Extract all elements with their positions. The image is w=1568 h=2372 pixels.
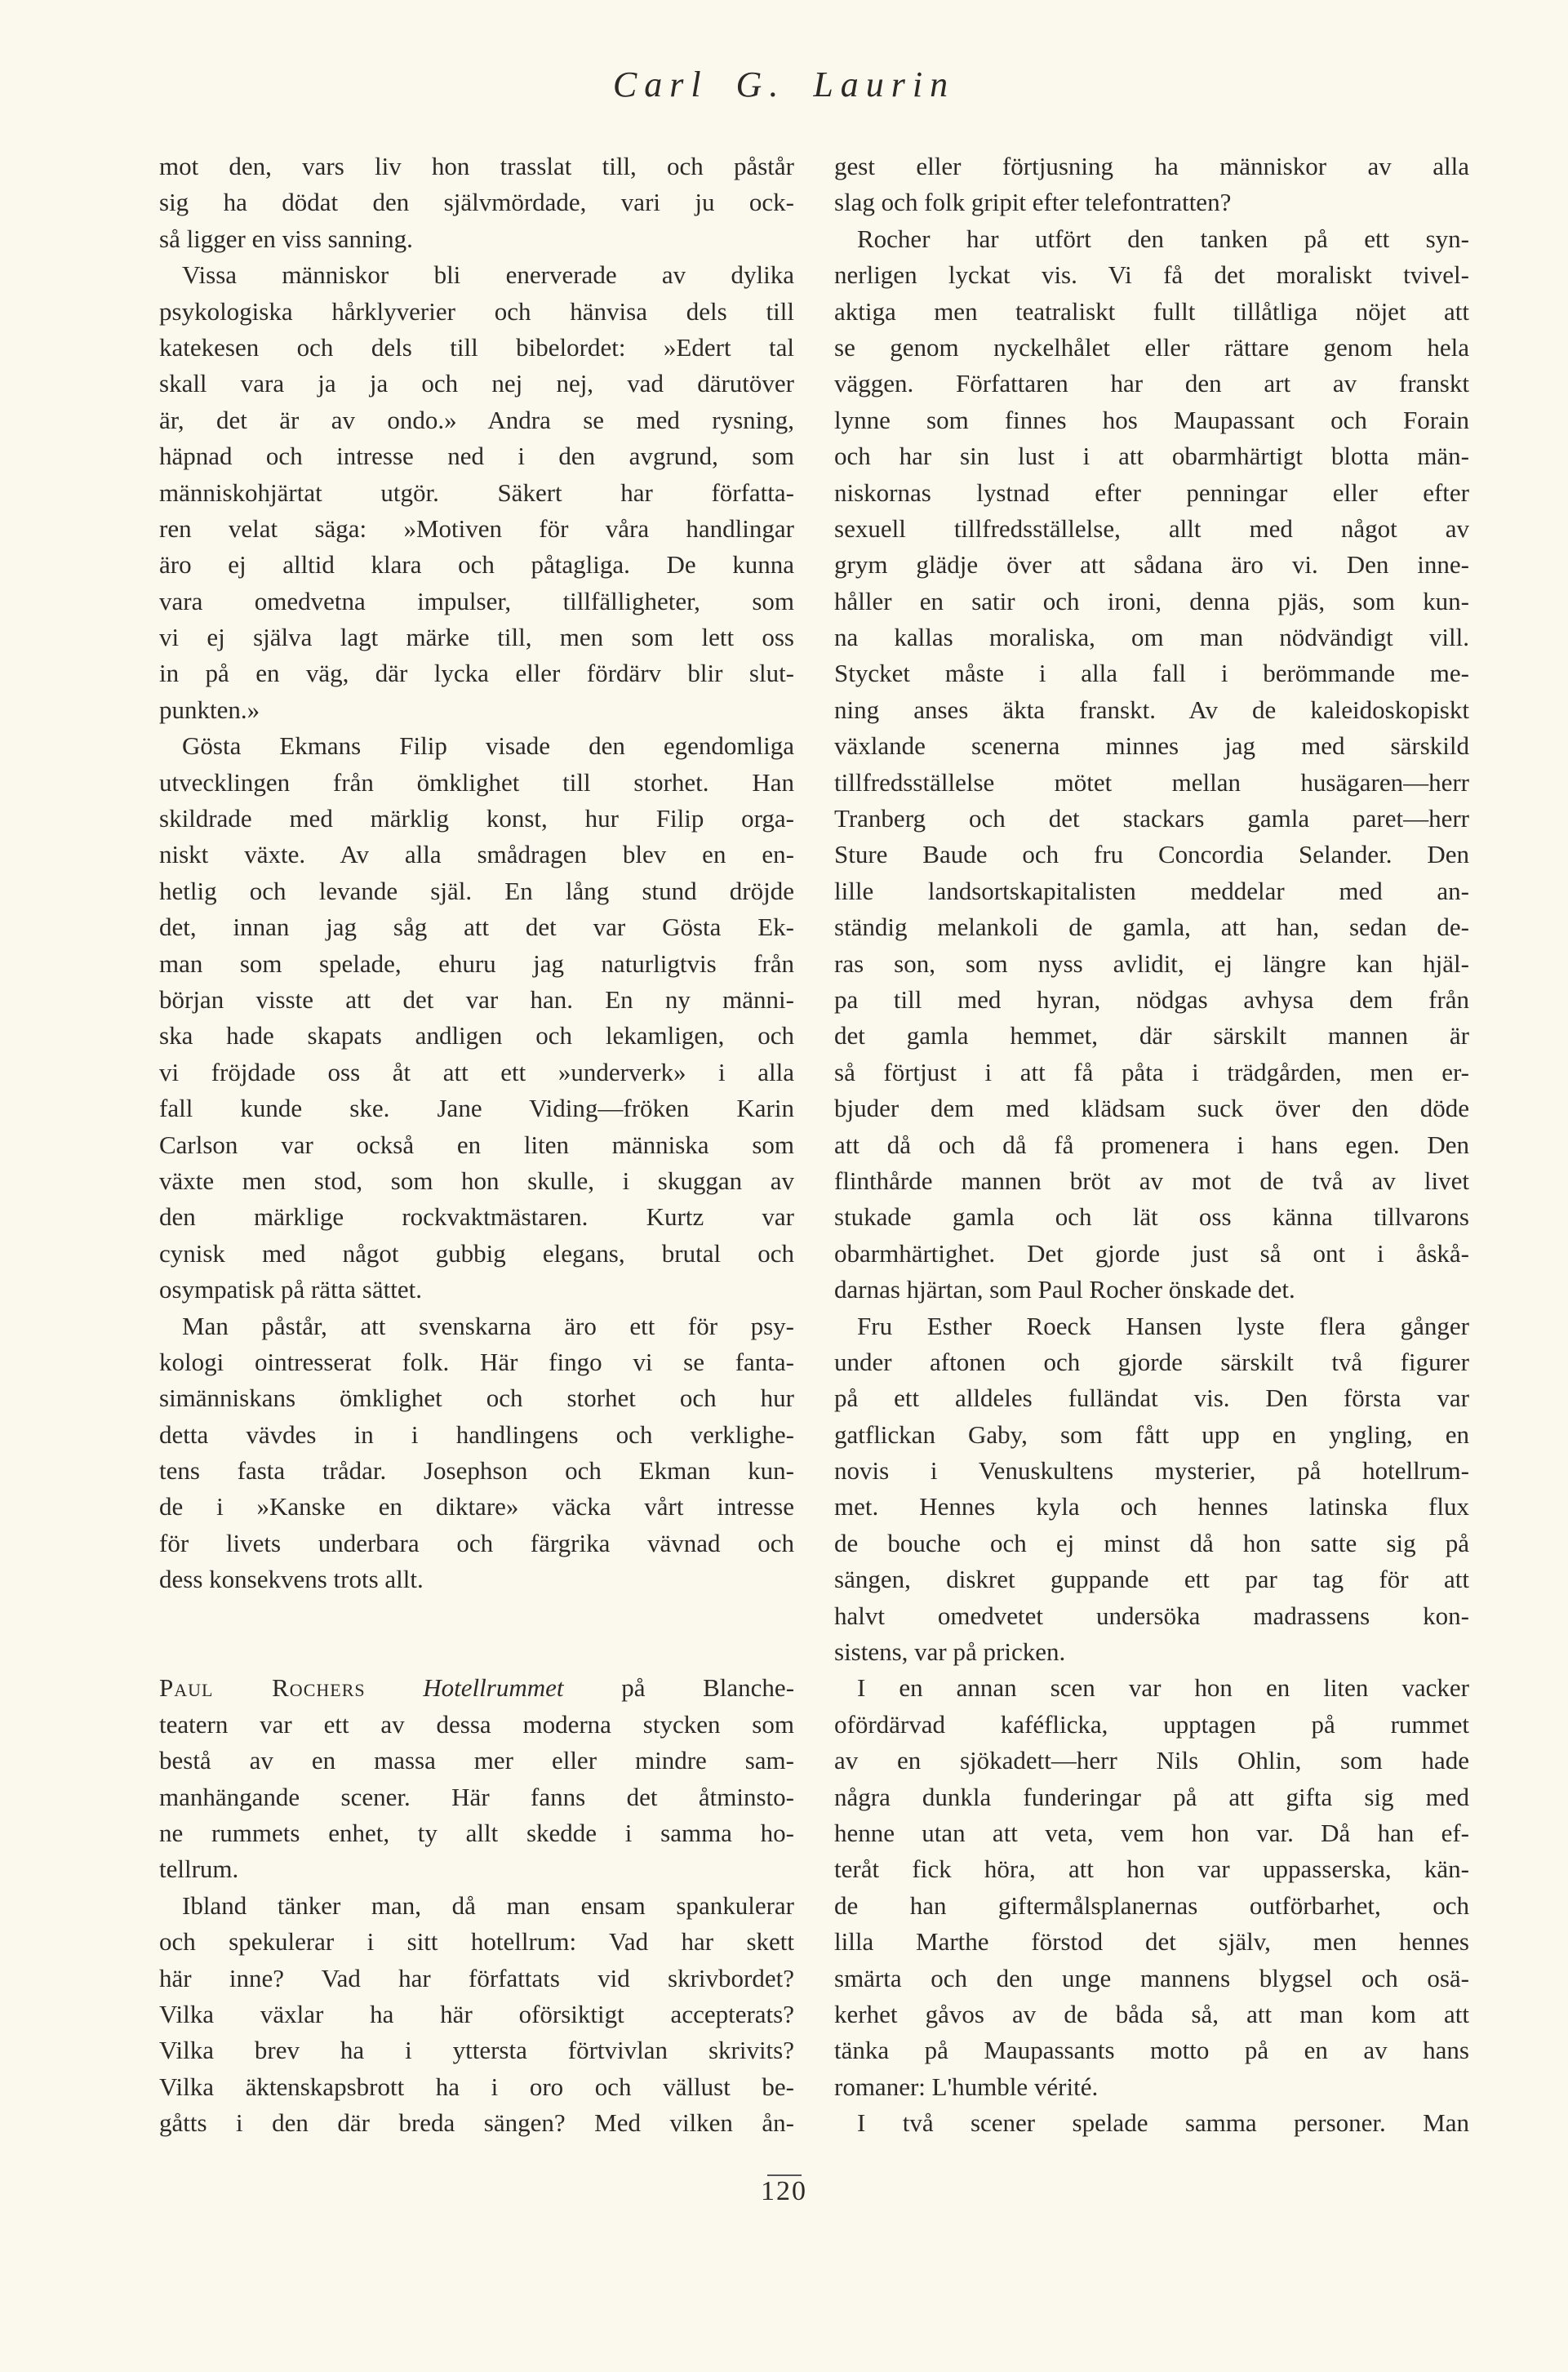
text-line: cynisk med något gubbig elegans, brutal och [159, 1238, 794, 1268]
text-line: ren velat säga: »Motiven för våra handlingar [159, 513, 794, 543]
section-opening-paragraph [159, 1670, 794, 1887]
text-line: under aftonen och gjorde särskilt två figurer [834, 1347, 1469, 1376]
paragraph [834, 221, 1469, 1308]
text-line: romaner: L'humble vérité. [834, 2072, 1099, 2101]
text-line: sängen, diskret guppande ett par tag för att [834, 1565, 1469, 1594]
text-line: dess konsekvens trots allt. [159, 1565, 424, 1594]
text-line: katekesen och dels till bibelordet: »Edert tal [159, 332, 794, 362]
text-line: den märklige rockvaktmästaren. Kurtz var [159, 1202, 794, 1232]
text-line: bestå av en massa mer eller mindre sam- [159, 1746, 794, 1775]
text-line: slag och folk gripit efter telefontratten? [834, 188, 1232, 217]
text-line: början visste att det var han. En ny männi- [159, 984, 794, 1014]
text-line: hetlig och levande själ. En lång stund dröjde [159, 876, 794, 905]
paragraph [834, 1670, 1469, 2105]
text-line: tellrum. [159, 1855, 239, 1884]
left-column [159, 149, 794, 2142]
text-line: stukade gamla och lät oss känna tillvarons [834, 1202, 1469, 1232]
page-number: 120 [761, 2176, 807, 2206]
text-line: ning anses äkta franskt. Av de kaleidoskopiskt [834, 695, 1469, 724]
text-line: punkten.» [159, 695, 260, 724]
text-line: häpnad och intresse ned i den avgrund, som [159, 442, 794, 471]
text-line: vi fröjdade oss åt att ett »underverk» i alla [159, 1057, 794, 1086]
text-line: så ligger en viss sanning. [159, 224, 413, 253]
text-line: är, det är av ondo.» Andra se med rysning, [159, 405, 794, 434]
text-line: håller en satir och ironi, denna pjäs, som kun- [834, 586, 1469, 615]
text-line: vara omedvetna impulser, tillfälligheter, som [159, 586, 794, 615]
text-line: det gamla hemmet, där särskilt mannen är [834, 1021, 1469, 1051]
text-line: kologi ointresserat folk. Här fingo vi se fanta- [159, 1347, 794, 1376]
text-line [159, 1670, 794, 1706]
text-line: ska hade skapats andligen och lekamligen, och [159, 1021, 794, 1051]
paragraph [159, 1308, 794, 1598]
opening-lines [159, 1707, 794, 1888]
paragraph [159, 257, 794, 728]
text-line: lille landsortskapitalisten meddelar med an- [834, 876, 1469, 905]
text-line: manhängande scener. Här fanns det åtminsto- [159, 1782, 794, 1811]
text-line: på ett alldeles fulländat vis. Den första var [834, 1384, 1469, 1413]
text-line: kerhet gåvos av de båda så, att man kom att [834, 1999, 1469, 2028]
text-line: darnas hjärtan, som Paul Rocher önskade det. [834, 1275, 1295, 1304]
text-line: pa till med hyran, nödgas avhysa dem från [834, 984, 1469, 1014]
right-column [834, 149, 1469, 2141]
text-line: ne rummets enhet, ty allt skedde i samma ho- [159, 1818, 794, 1847]
left-paragraphs [159, 149, 794, 1598]
text-line: novis i Venuskultens mysterier, på hotellrum- [834, 1456, 1469, 1486]
paragraph [834, 1308, 1469, 1671]
text-line: äro ej alltid klara och påtagliga. De kunna [159, 550, 794, 580]
text-line: bjuder dem med klädsam suck över den döde [834, 1094, 1469, 1123]
text-line: grym glädje över att sådana äro vi. Den inne- [834, 550, 1469, 580]
text-line: så förtjust i att få påta i trädgården, men er- [834, 1057, 1469, 1086]
text-fragment: på Blanche- [621, 1673, 795, 1703]
text-line: och spekulerar i sitt hotellrum: Vad har skett [159, 1927, 794, 1957]
text-line: gest eller förtjusning ha människor av alla [834, 152, 1469, 180]
text-line: Vilka brev ha i yttersta förtvivlan skrivits? [159, 2036, 794, 2065]
text-line: teråt fick höra, att hon var uppasserska, kän- [834, 1855, 1469, 1884]
text-line: na kallas moraliska, om man nödvändigt vill. [834, 623, 1469, 652]
text-line: lynne som finnes hos Maupassant och Forain [834, 405, 1469, 434]
text-line: ras son, som nyss avlidit, ej längre kan hjäl- [834, 948, 1469, 978]
text-line: för livets underbara och färgrika vävnad och [159, 1528, 794, 1557]
text-line: halvt omedvetet undersöka madrassens kon- [834, 1601, 1469, 1630]
paragraph [159, 728, 794, 1308]
text-line: Fru Esther Roeck Hansen lyste flera gånger [857, 1311, 1469, 1340]
section-break [159, 1598, 794, 1671]
play-title: Hotellrummet [423, 1673, 564, 1703]
text-line: niskt växte. Av alla smådragen blev en en- [159, 840, 794, 869]
text-line: att då och då få promenera i hans egen. Den [834, 1130, 1469, 1159]
text-line: henne utan att veta, vem hon var. Då han ef- [834, 1818, 1469, 1847]
text-line: lilla Marthe förstod det själv, men hennes [834, 1927, 1469, 1957]
text-line: Gösta Ekmans Filip visade den egendomliga [182, 731, 794, 761]
text-line: fall kunde ske. Jane Viding—fröken Karin [159, 1094, 794, 1123]
text-line: I en annan scen var hon en liten vacker [857, 1673, 1469, 1703]
text-line: här inne? Vad har författats vid skrivbordet? [159, 1963, 794, 1992]
text-line: sig ha dödat den självmördade, vari ju ock- [159, 188, 794, 217]
text-line: tänka på Maupassants motto på en av hans [834, 2036, 1469, 2065]
text-line: Carlson var också en liten människa som [159, 1130, 794, 1159]
text-line: se genom nyckelhålet eller rättare genom hela [834, 332, 1469, 362]
text-line: och har sin lust i att obarmhärtigt blotta män- [834, 442, 1469, 471]
text-line: detta vävdes in i handlingens och verklighe- [159, 1419, 794, 1449]
text-line: sexuell tillfredsställelse, allt med något av [834, 513, 1469, 543]
text-line: av en sjökadett—herr Nils Ohlin, som hade [834, 1746, 1469, 1775]
text-line: Sture Baude och fru Concordia Selander. Den [834, 840, 1469, 869]
text-line: nerligen lyckat vis. Vi få det moraliskt tvivel- [834, 260, 1469, 290]
text-line: vi ej själva lagt märke till, men som lett oss [159, 623, 794, 652]
text-line: mot den, vars liv hon trasslat till, och påstår [159, 152, 794, 180]
text-line: ofördärvad kaféflicka, upptagen på rummet [834, 1709, 1469, 1739]
text-line: niskornas lystnad efter penningar eller efter [834, 478, 1469, 507]
text-line: skall vara ja ja och nej nej, vad därutöver [159, 369, 794, 398]
text-line: några dunkla funderingar på att gifta sig med [834, 1782, 1469, 1811]
text-line: smärta och den unge mannens blygsel och osä- [834, 1963, 1469, 1992]
text-line: Vilka äktenskapsbrott ha i oro och vällust be- [159, 2072, 794, 2101]
text-line: man som spelade, ehuru jag naturligtvis från [159, 948, 794, 978]
text-line: met. Hennes kyla och hennes latinska flux [834, 1492, 1469, 1521]
text-line: växte men stod, som hon skulle, i skuggan av [159, 1166, 794, 1195]
text-line: teatern var ett av dessa moderna stycken som [159, 1709, 794, 1739]
text-line: utvecklingen från ömklighet till storhet. Han [159, 767, 794, 797]
paragraph [834, 149, 1469, 221]
text-line: väggen. Författaren har den art av franskt [834, 369, 1469, 398]
text-line: växlande scenerna minnes jag med särskild [834, 731, 1469, 761]
paragraph [159, 1888, 794, 2142]
text-line: sistens, var på pricken. [834, 1637, 1066, 1667]
text-line: Vilka växlar ha här oförsiktigt accepterats? [159, 1999, 794, 2028]
paragraph [159, 149, 794, 257]
text-line: in på en väg, där lycka eller fördärv blir slut- [159, 659, 794, 688]
text-line: Man påstår, att svenskarna äro ett för psy- [182, 1311, 794, 1340]
running-title: Carl G. Laurin [612, 64, 956, 104]
text-line: osympatisk på rätta sättet. [159, 1275, 422, 1304]
text-line: flinthårde mannen bröt av mot de två av livet [834, 1166, 1469, 1195]
text-line: psykologiska hårklyverier och hänvisa dels till [159, 296, 794, 326]
text-line: Vissa människor bli enerverade av dylika [182, 260, 794, 290]
text-line: det, innan jag såg att det var Gösta Ek- [159, 913, 794, 942]
text-line: Ibland tänker man, då man ensam spankulerar [182, 1890, 794, 1920]
text-line: ständig melankoli de gamla, att han, sedan de- [834, 913, 1469, 942]
text-line: aktiga men teatraliskt fullt tillåtliga nöjet att [834, 296, 1469, 326]
author-name: Paul Rochers [159, 1673, 366, 1703]
text-line: tillfredsställelse mötet mellan husägaren—herr [834, 767, 1469, 797]
text-line: gatflickan Gaby, som fått upp en yngling, en [834, 1419, 1469, 1449]
text-line: de han giftermålsplanernas outförbarhet, och [834, 1890, 1469, 1920]
text-line: de bouche och ej minst då hon satte sig på [834, 1528, 1469, 1557]
text-line: Stycket måste i alla fall i berömmande me- [834, 659, 1469, 688]
paragraph [834, 2105, 1469, 2141]
closing-paragraphs [159, 1888, 794, 2142]
text-line: skildrade med märklig konst, hur Filip orga- [159, 804, 794, 833]
text-line: människohjärtat utgör. Säkert har författa- [159, 478, 794, 507]
text-line: de i »Kanske en diktare» väcka vårt intresse [159, 1492, 794, 1521]
text-line: Tranberg och det stackars gamla paret—herr [834, 804, 1469, 833]
text-line: tens fasta trådar. Josephson och Ekman kun- [159, 1456, 794, 1486]
text-line: obarmhärtighet. Det gjorde just så ont i åskå- [834, 1238, 1469, 1268]
text-line: I två scener spelade samma personer. Man [857, 2108, 1469, 2138]
text-line: gåtts i den där breda sängen? Med vilken ån- [159, 2108, 794, 2138]
text-line: simänniskans ömklighet och storhet och hur [159, 1384, 794, 1413]
text-line: Rocher har utfört den tanken på ett syn- [857, 224, 1469, 253]
